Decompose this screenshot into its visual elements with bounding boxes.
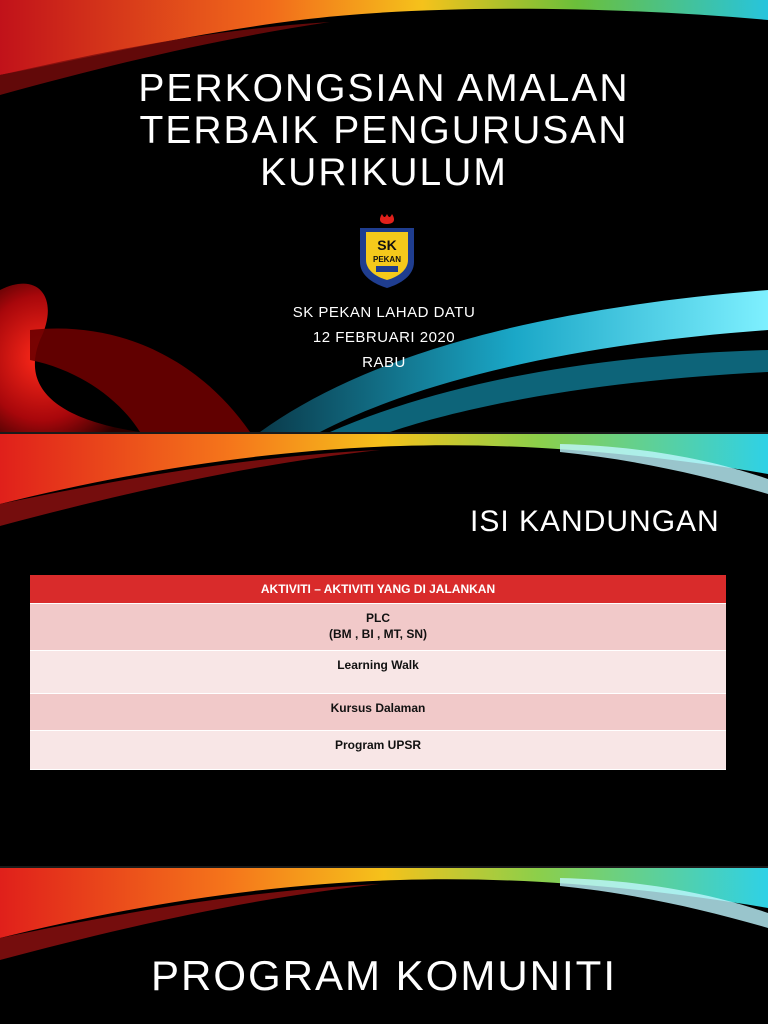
table-row <box>30 604 726 651</box>
table-header: AKTIVITI – AKTIVITI YANG DI JALANKAN <box>30 575 726 604</box>
date: 12 FEBRUARI 2020 <box>312 329 456 346</box>
table-row <box>30 731 726 770</box>
slide-1 <box>0 0 768 432</box>
row-label: PLC <box>366 611 390 625</box>
table-row <box>30 694 726 731</box>
crest-text-pekan: PEKAN <box>372 255 402 264</box>
section-title: ISI KANDUNGAN <box>470 505 720 538</box>
title-line: TERBAIK PENGURUSAN <box>139 109 629 152</box>
title-line: PERKONGSIAN AMALAN <box>138 67 630 110</box>
table-row <box>30 651 726 694</box>
table-header-row <box>30 575 726 604</box>
row-label: Program UPSR <box>334 738 422 752</box>
slide-title: PROGRAM KOMUNITI <box>150 952 617 999</box>
slide-subtitle <box>0 300 768 375</box>
day: RABU <box>362 354 406 371</box>
crest-text-sk: SK <box>377 237 397 253</box>
row-sublabel: (BM , BI , MT, SN) <box>329 627 427 641</box>
row-label: Learning Walk <box>337 658 419 672</box>
slide-3 <box>0 868 768 1024</box>
school-name: SK PEKAN LAHAD DATU <box>292 304 476 321</box>
school-crest-logo <box>356 210 418 290</box>
slide-title <box>0 68 768 194</box>
activities-table <box>30 575 726 770</box>
title-line: KURIKULUM <box>260 151 508 194</box>
row-label: Kursus Dalaman <box>330 701 426 715</box>
swoosh-decoration <box>0 868 768 1024</box>
